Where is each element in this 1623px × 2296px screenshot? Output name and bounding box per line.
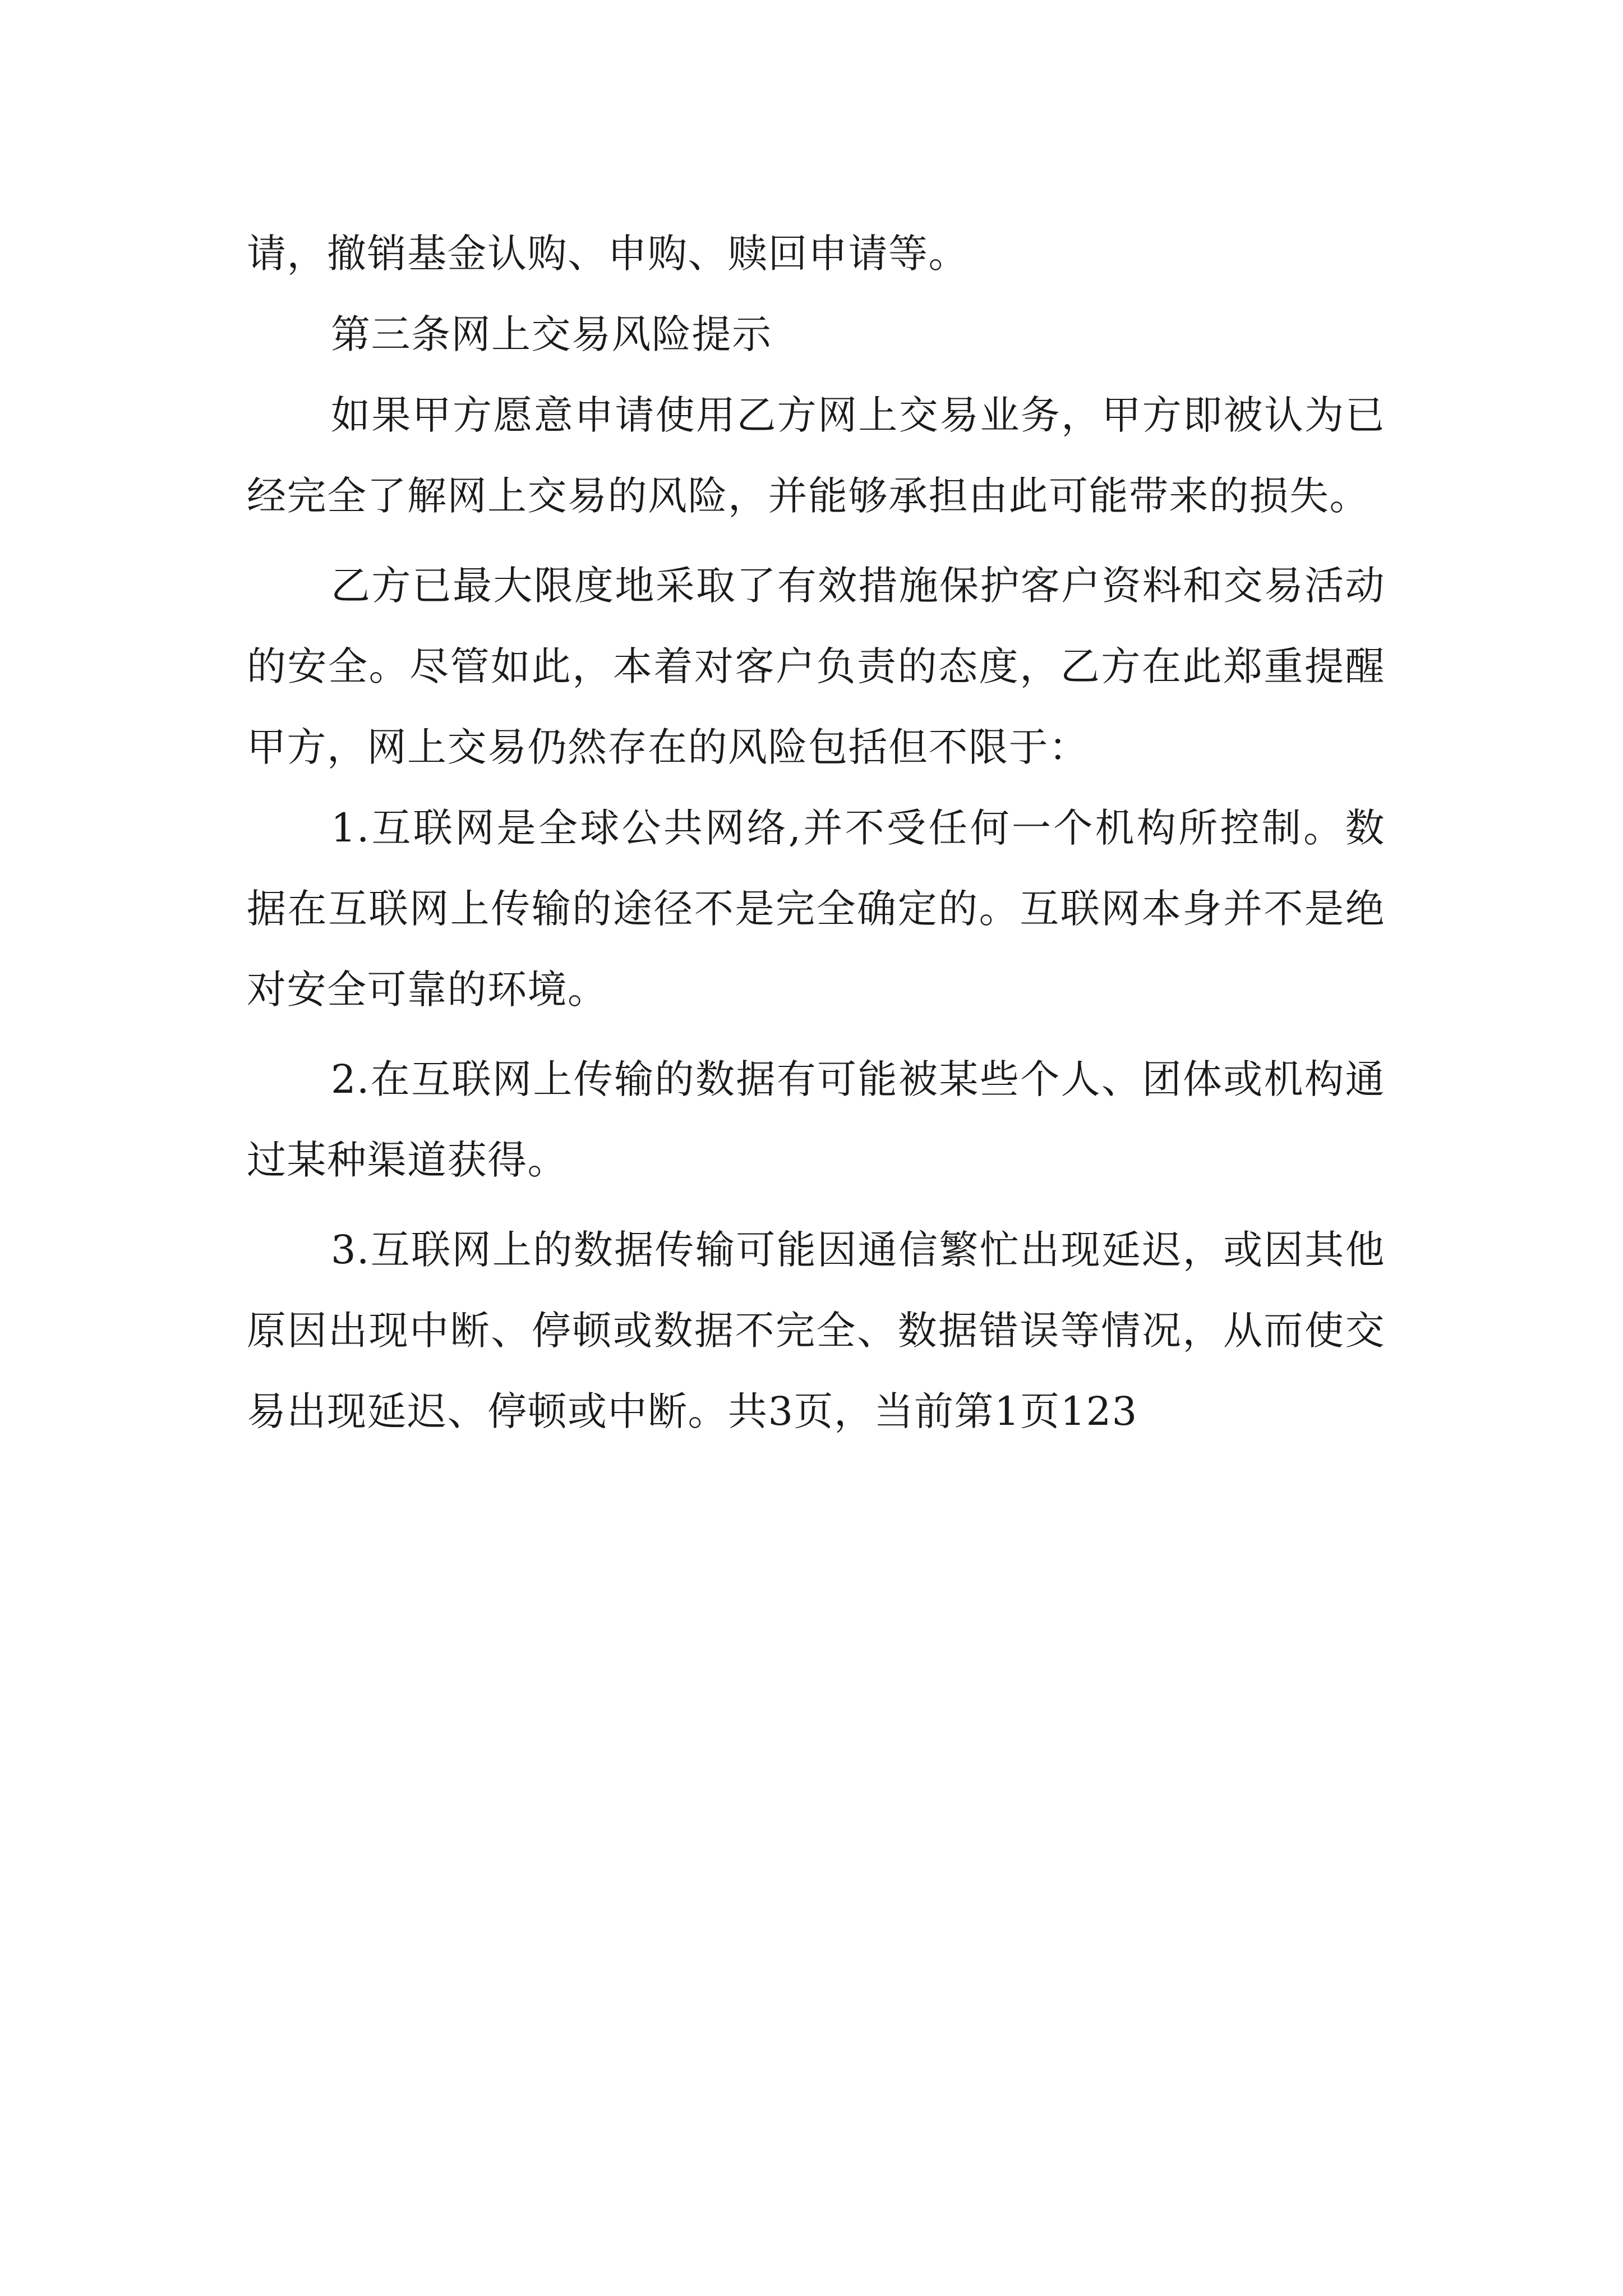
section-heading: 第三条网上交易风险提示	[331, 311, 772, 357]
risk-item-2: 2.在互联网上传输的数据有可能被某些个人、团体或机构通过某种渠道获得。	[247, 1056, 1385, 1183]
paragraph-consent: 如果甲方愿意申请使用乙方网上交易业务，甲方即被认为已经完全了解网上交易的风险，并能够承担由此可能带来的损失。	[247, 392, 1385, 519]
risk-item-3: 3.互联网上的数据传输可能因通信繁忙出现延迟，或因其他原因出现中断、停顿或数据不完全、数据错误等情况，从而使交易出现延迟、停顿或中断。共3页，当前第1页123	[247, 1227, 1385, 1434]
paragraph-risk-intro: 乙方已最大限度地采取了有效措施保护客户资料和交易活动的安全。尽管如此，本着对客户负责的态度，乙方在此郑重提醒甲方，网上交易仍然存在的风险包括但不限于：	[247, 563, 1385, 770]
paragraph-continuation: 请，撤销基金认购、申购、赎回申请等。	[247, 231, 969, 277]
document-body	[247, 213, 1385, 1452]
risk-item-1: 1.互联网是全球公共网络,并不受任何一个机构所控制。数据在互联网上传输的途径不是完全确定的。互联网本身并不是绝对安全可靠的环境。	[247, 805, 1385, 1013]
